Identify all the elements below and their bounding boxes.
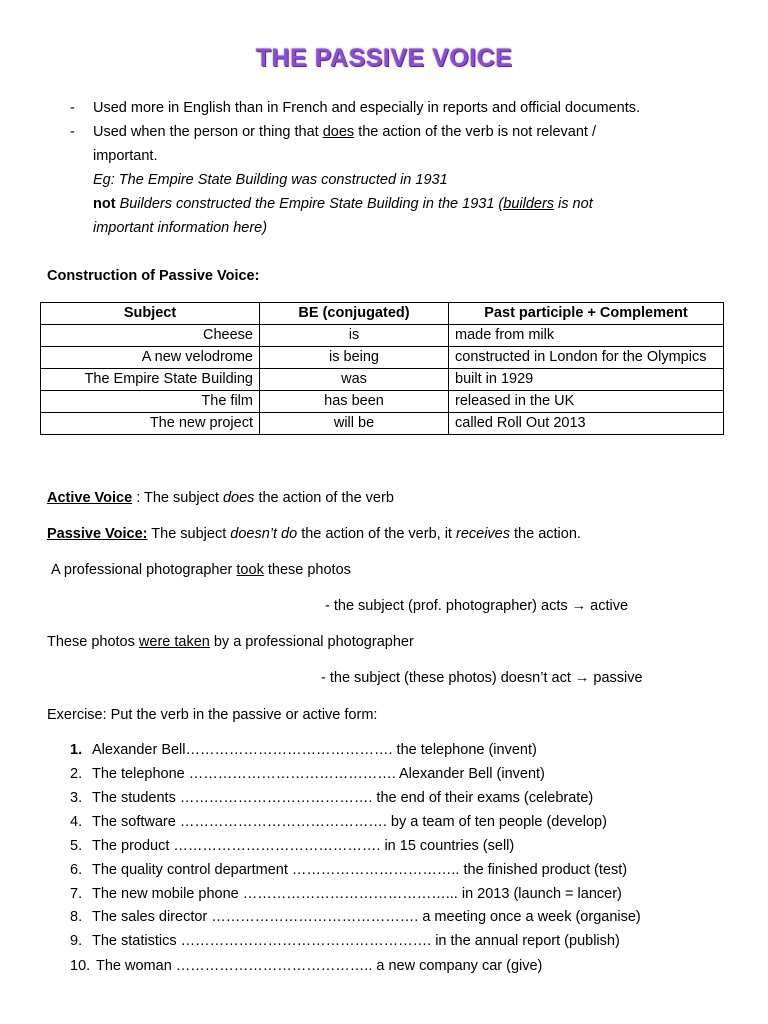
exercise-item: 1. Alexander Bell……………………………………. the telephone (invent) (70, 742, 537, 758)
be-cell: was (260, 369, 449, 391)
be-cell: is being (260, 347, 449, 369)
subject-cell: A new velodrome (41, 347, 260, 369)
participle-cell: called Roll Out 2013 (449, 413, 724, 435)
example-passive: These photos were taken by a professional photographer (47, 634, 414, 650)
bullet-text: Used when the person or thing that does the action of the verb is not relevant / (93, 124, 596, 140)
exercise-heading: Exercise: Put the verb in the passive or active form: (47, 707, 378, 723)
bullet-text: Used more in English than in French and especially in reports and official documents. (93, 100, 640, 116)
bullet-dash: - (70, 100, 75, 116)
example-active-note: - the subject (prof. photographer) acts → active (325, 598, 629, 614)
page-title: THE PASSIVE VOICE (255, 44, 513, 72)
example-sentence: Eg: The Empire State Building was constructed in 1931 (93, 172, 448, 188)
counter-example-continued: important information here) (93, 220, 268, 236)
column-header: Subject (41, 303, 260, 325)
exercise-item: 8. The sales director ……………………………………. a meeting once a week (organise) (70, 909, 641, 925)
table-row (41, 325, 724, 347)
column-header: BE (conjugated) (260, 303, 449, 325)
counter-example: not Builders constructed the Empire State Building in the 1931 (builders is not (93, 196, 593, 212)
table-row (41, 391, 724, 413)
exercise-item: 3. The students …………………………………. the end of their exams (celebrate) (70, 790, 594, 806)
example-active: A professional photographer took these photos (51, 562, 351, 578)
exercise-item: 9. The statistics ……………………………………………. in the annual report (publish) (70, 933, 620, 949)
subject-cell: Cheese (41, 325, 260, 347)
subject-cell: The new project (41, 413, 260, 435)
be-cell: has been (260, 391, 449, 413)
exercise-item: 5. The product ……………………………………. in 15 countries (sell) (70, 838, 515, 854)
be-cell: will be (260, 413, 449, 435)
table-row (41, 347, 724, 369)
column-header: Past participle + Complement (449, 303, 724, 325)
grammar-table (40, 302, 724, 435)
exercise-item: 2. The telephone ……………………………………. Alexander Bell (invent) (70, 766, 545, 782)
bullet-text-continued: important. (93, 148, 158, 164)
table-row (41, 369, 724, 391)
table-header-row (41, 303, 724, 325)
participle-cell: constructed in London for the Olympics (449, 347, 724, 369)
exercise-item: 4. The software ……………………………………. by a team of ten people (develop) (70, 814, 607, 830)
passive-voice-definition: Passive Voice: The subject doesn’t do the action of the verb, it receives the action. (47, 526, 581, 542)
participle-cell: made from milk (449, 325, 724, 347)
exercise-item: 6. The quality control department …………………………….. the finished product (test) (70, 862, 628, 878)
be-cell: is (260, 325, 449, 347)
exercise-item: 7. The new mobile phone ……………………………………... in 2013 (launch = lancer) (70, 886, 622, 902)
table-row (41, 413, 724, 435)
bullet-dash: - (70, 124, 75, 140)
section-heading: Construction of Passive Voice: (47, 268, 260, 284)
example-passive-note: - the subject (these photos) doesn’t act → passive (321, 670, 643, 686)
subject-cell: The Empire State Building (41, 369, 260, 391)
participle-cell: built in 1929 (449, 369, 724, 391)
active-voice-definition: Active Voice : The subject does the action of the verb (47, 490, 394, 506)
subject-cell: The film (41, 391, 260, 413)
exercise-item: 10. The woman ………………………………….. a new company car (give) (70, 958, 543, 974)
participle-cell: released in the UK (449, 391, 724, 413)
